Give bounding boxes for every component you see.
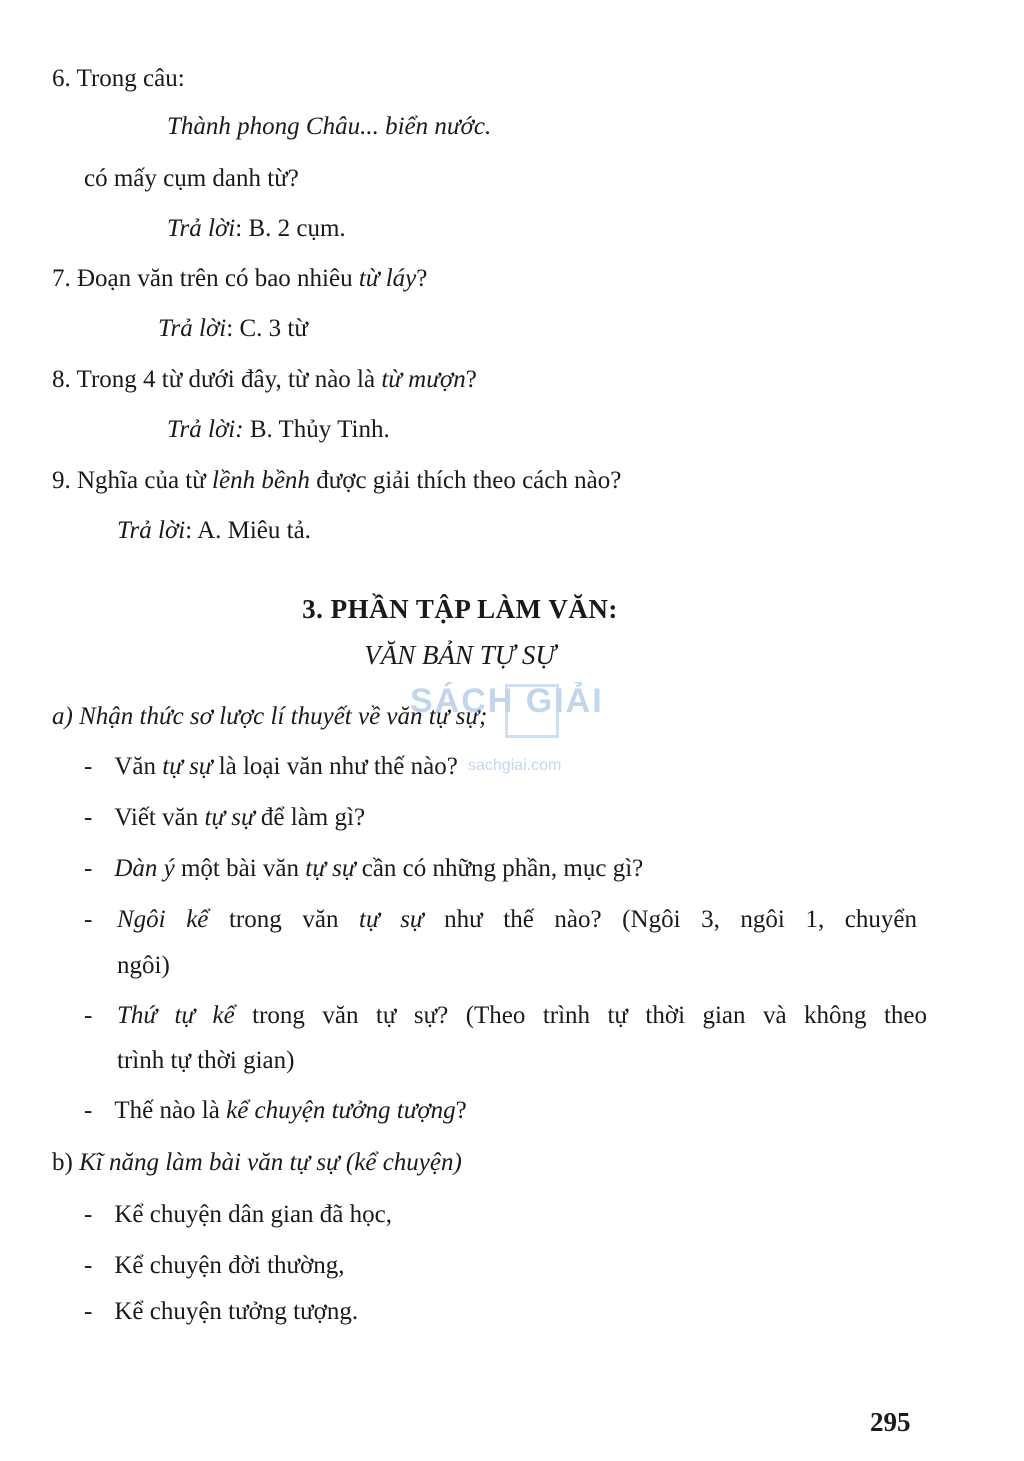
q9-answer (117, 518, 311, 543)
q9-question-suffix: được giải thích theo cách nào? (309, 467, 622, 494)
part-b-heading-text: Kĩ năng làm bài văn tự sự (kể chuyện) (79, 1149, 462, 1176)
item-text: để làm gì? (254, 804, 366, 831)
q9-question-prefix: 9. Nghĩa của từ (52, 467, 213, 494)
item-term: Thứ tự kể (117, 1002, 235, 1029)
q6-continuation: có mấy cụm danh từ? (84, 165, 299, 192)
item-text: là loại văn như thế nào? (212, 753, 458, 780)
q8-answer-value: B. Thủy Tinh. (243, 416, 390, 443)
q6-question: 6. Trong câu: (52, 65, 185, 92)
watermark-url: sachgiai.com (468, 757, 562, 774)
q6-answer (167, 216, 346, 241)
part-a-item-5 (117, 1003, 927, 1028)
item-text: như thế nào? (Ngôi 3, ngôi 1, chuyển (423, 906, 917, 933)
item-text: ? (455, 1097, 467, 1124)
part-a-item-1 (84, 754, 458, 779)
q6-answer-label: Trả lời (167, 215, 236, 242)
q6-quote: Thành phong Châu... biển nước. (167, 113, 492, 140)
list-dash: - (84, 804, 93, 831)
item-text: Viết văn (114, 804, 205, 831)
list-dash: - (84, 1201, 93, 1228)
q8-question-suffix: ? (465, 366, 477, 393)
part-a-item-4 (117, 907, 917, 932)
q8-answer-label: Trả lời: (167, 416, 244, 443)
q8-question-term: từ mượn (381, 366, 466, 393)
part-b-heading-prefix: b) (52, 1149, 80, 1176)
q8-answer (167, 417, 390, 442)
item-term: Dàn ý (114, 855, 175, 882)
section-subtitle: VĂN BẢN TỰ SỰ (364, 640, 556, 670)
list-dash: - (84, 1252, 93, 1279)
part-b-item-3 (84, 1299, 358, 1324)
item-text: trong văn (208, 906, 360, 933)
part-a-item-6 (84, 1098, 467, 1123)
part-a-heading: a) Nhận thức sơ lược lí thuyết về văn tự sự; (52, 703, 488, 730)
part-b-item-2 (84, 1253, 345, 1278)
item-text: Văn (114, 753, 163, 780)
q8-question (52, 367, 477, 392)
q8-question-prefix: 8. Trong 4 từ dưới đây, từ nào là (52, 366, 382, 393)
item-term: kể chuyện tưởng tượng (226, 1097, 456, 1124)
q7-answer-value: : C. 3 từ (226, 315, 308, 342)
list-dash: - (84, 1097, 93, 1124)
item-term: Ngôi kể (117, 906, 209, 933)
list-dash: - (84, 1298, 93, 1325)
q7-question-term: từ láy (358, 265, 417, 292)
item-text: Kể chuyện dân gian đã học, (114, 1201, 393, 1228)
q7-question-prefix: 7. Đoạn văn trên có bao nhiêu (52, 265, 359, 292)
item-term: tự sự (359, 906, 424, 933)
q9-question (52, 468, 621, 493)
part-a-item-4-cont: ngôi) (117, 952, 170, 979)
q7-answer (158, 316, 308, 341)
q9-answer-label: Trả lời (117, 517, 186, 544)
item-term: tự sự (204, 804, 255, 831)
q7-question-suffix: ? (416, 265, 428, 292)
q7-question (52, 266, 427, 291)
watermark-brand: SÁCH GIẢI (410, 682, 604, 720)
part-b-heading (52, 1150, 462, 1175)
part-b-item-1 (84, 1202, 392, 1227)
part-a-item-5-cont: trình tự thời gian) (117, 1047, 295, 1074)
list-dash: - (84, 753, 93, 780)
item-text: Kể chuyện đời thường, (114, 1252, 345, 1279)
list-dash: - (84, 855, 93, 882)
item-text: Kể chuyện tưởng tượng. (114, 1298, 359, 1325)
item-term: tự sự (305, 855, 356, 882)
q9-question-term: lềnh bềnh (212, 467, 310, 494)
section-title: 3. PHẦN TẬP LÀM VĂN: (302, 594, 618, 624)
part-a-item-3 (84, 856, 643, 881)
item-text: Thế nào là (114, 1097, 227, 1124)
part-a-item-2 (84, 805, 365, 830)
item-text: trong văn tự sự? (Theo trình tự thời gian và không theo (234, 1002, 928, 1029)
watermark-box-icon (505, 684, 559, 738)
q6-answer-value: : B. 2 cụm. (235, 215, 346, 242)
page-number: 295 (870, 1407, 911, 1437)
q9-answer-value: : A. Miêu tả. (185, 517, 311, 544)
item-text: cần có những phần, mục gì? (355, 855, 644, 882)
item-text: một bài văn (174, 855, 306, 882)
part-a-item-4-dash: - (84, 906, 93, 933)
q7-answer-label: Trả lời (158, 315, 227, 342)
part-a-item-5-dash: - (84, 1002, 93, 1029)
item-term: tự sự (162, 753, 213, 780)
